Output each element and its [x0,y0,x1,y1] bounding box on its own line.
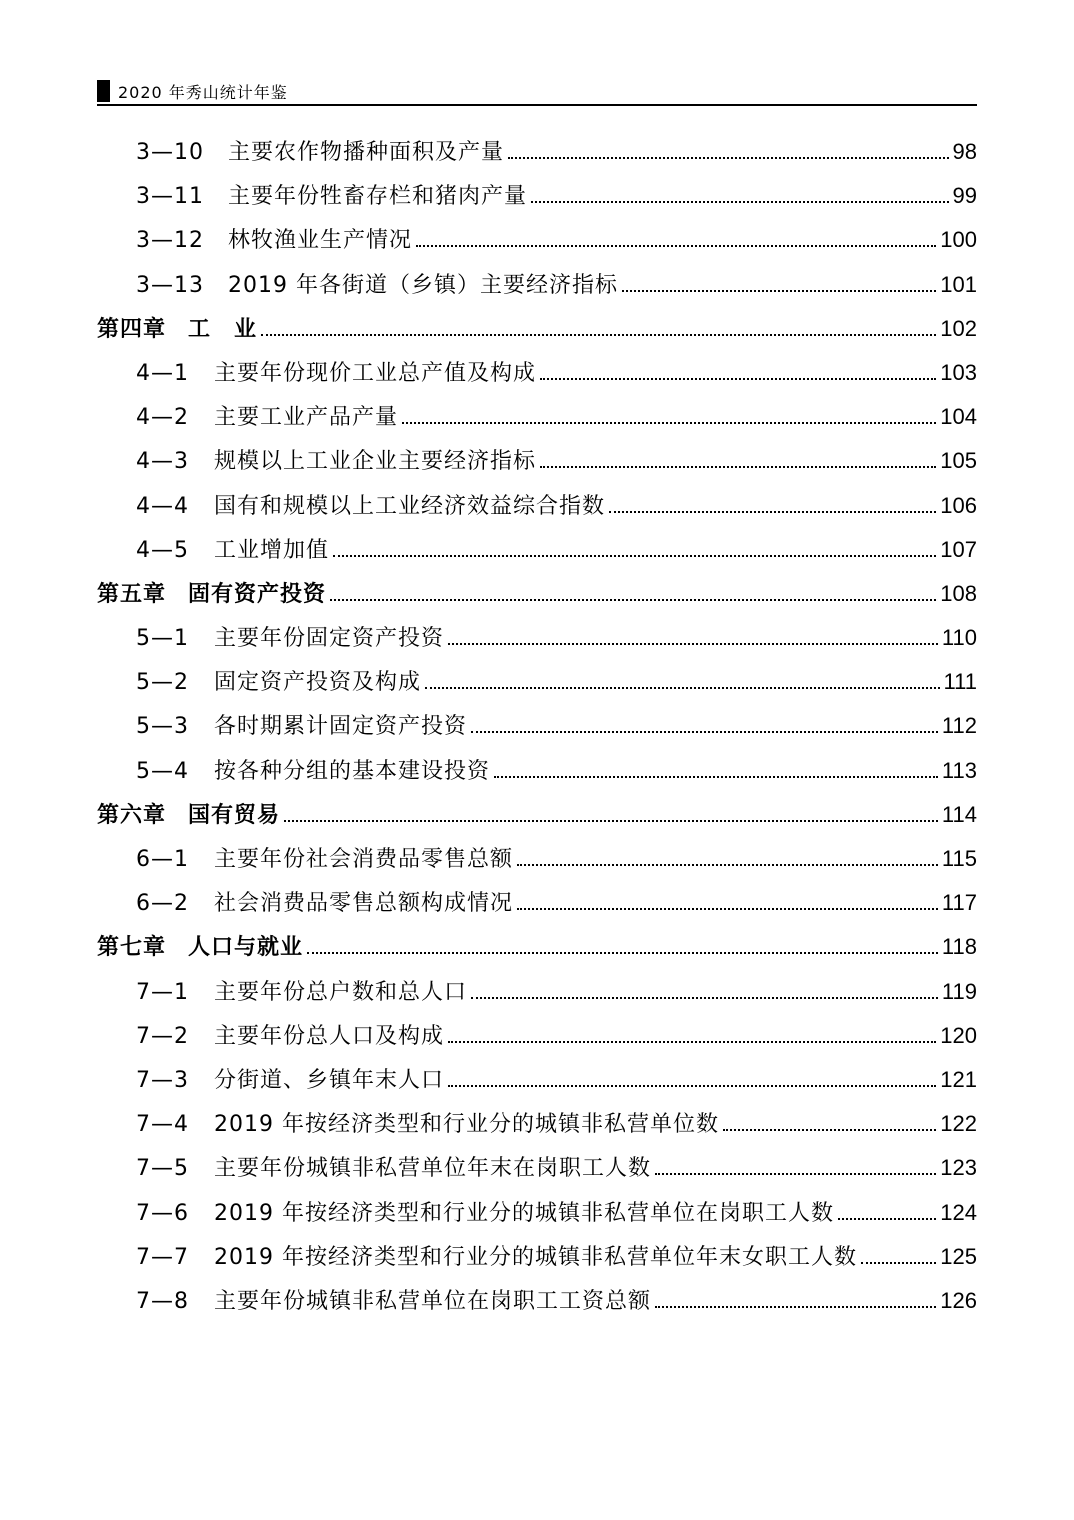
toc-entry-title: 人口与就业 [188,934,304,961]
toc-entry-page: 121 [940,1066,977,1092]
toc-entry[interactable] [97,1151,977,1195]
toc-entry-page: 126 [940,1287,977,1313]
toc-entry-page: 117 [941,890,977,916]
dot-leader [540,378,936,380]
toc-entry-title: 2019 年各街道（乡镇）主要经济指标 [228,272,618,298]
toc-entry-title: 工 业 [188,315,258,342]
toc-entry[interactable] [97,1019,977,1063]
toc-entry[interactable] [97,1284,977,1328]
toc-entry-title: 林牧渔业生产情况 [228,228,413,254]
page-header [97,78,977,106]
toc-entry[interactable] [97,1063,977,1107]
toc-entry-number: 第五章 [97,580,167,607]
toc-entry-title: 主要年份总人口及构成 [214,1023,445,1049]
dot-leader [655,1173,936,1175]
toc-entry[interactable] [97,268,977,312]
toc-entry-title: 2019 年按经济类型和行业分的城镇非私营单位在岗职工人数 [214,1200,834,1226]
dot-leader [330,599,936,601]
toc-entry-title: 2019 年按经济类型和行业分的城镇非私营单位数 [214,1112,719,1138]
toc-entry[interactable] [97,179,977,223]
toc-entry-page: 103 [940,359,977,385]
toc-entry-title: 工业增加值 [214,537,330,563]
toc-entry-title: 主要年份固定资产投资 [214,626,445,652]
dot-leader [838,1218,936,1220]
toc-entry-page: 102 [940,315,977,341]
toc-entry-page: 120 [940,1022,977,1048]
dot-leader [448,1085,936,1087]
toc-entry-number: 5—4 [136,758,189,784]
toc-entry-title: 主要年份牲畜存栏和猪肉产量 [228,184,528,210]
dot-leader [517,908,938,910]
toc-entry-page: 99 [952,183,977,209]
dot-leader [416,245,936,247]
toc-chapter-entry[interactable] [97,312,977,356]
toc-entry-number: 7—7 [136,1244,189,1270]
toc-entry-page: 107 [940,536,977,562]
toc-entry[interactable] [97,444,977,488]
toc-entry-number: 5—2 [136,670,189,696]
toc-entry-title: 固有资产投资 [188,580,327,607]
toc-entry-title: 按各种分组的基本建设投资 [214,758,491,784]
toc-entry-page: 125 [940,1243,977,1269]
toc-entry-number: 4—2 [136,405,189,431]
dot-leader [517,864,938,866]
toc-entry-page: 119 [941,978,977,1004]
toc-entry-number: 6—1 [136,847,189,872]
dot-leader [655,1306,936,1308]
toc-entry-number: 第七章 [97,934,167,961]
toc-chapter-entry[interactable] [97,930,977,974]
dot-leader [508,157,949,159]
dot-leader [425,687,940,689]
toc-entry-number: 6—2 [136,891,189,917]
toc-entry-title: 国有和规模以上工业经济效益综合指数 [214,493,606,519]
toc-entry[interactable] [97,975,977,1019]
toc-chapter-entry[interactable] [97,798,977,842]
toc-entry[interactable] [97,223,977,267]
toc-entry-title: 主要年份现价工业总产值及构成 [214,360,537,386]
toc-entry-title: 分街道、乡镇年末人口 [214,1067,445,1093]
toc-entry-number: 4—5 [136,537,189,563]
toc-entry-page: 112 [941,713,977,739]
toc-entry[interactable] [97,754,977,798]
toc-entry-title: 国有贸易 [188,801,281,828]
toc-entry-number: 7—4 [136,1112,189,1138]
dot-leader [494,776,938,778]
dot-leader [307,952,938,954]
toc-entry-number: 第六章 [97,801,167,828]
toc-entry-number: 3—10 [136,140,204,165]
dot-leader [471,731,938,733]
dot-leader [723,1129,936,1131]
dot-leader [471,997,938,999]
toc-entry-page: 118 [941,934,977,960]
toc-chapter-entry[interactable] [97,577,977,621]
toc-entry-number: 3—11 [136,184,204,210]
dot-leader [861,1262,936,1264]
toc-entry[interactable] [97,356,977,400]
toc-entry-title: 规模以上工业企业主要经济指标 [214,449,537,475]
toc-entry-page: 105 [940,448,977,474]
dot-leader [448,643,938,645]
toc-entry[interactable] [97,1107,977,1151]
toc-entry-number: 5—3 [136,714,189,740]
toc-entry-page: 106 [940,492,977,518]
toc-entry-title: 社会消费品零售总额构成情况 [214,891,514,917]
toc-entry[interactable] [97,665,977,709]
toc-entry-title: 主要工业产品产量 [214,405,399,431]
toc-entry-page: 124 [940,1199,977,1225]
toc-entry-title: 主要年份城镇非私营单位年末在岗职工人数 [214,1156,652,1182]
toc-entry-title: 主要年份城镇非私营单位在岗职工工资总额 [214,1288,652,1314]
toc-entry-page: 101 [940,271,977,297]
dot-leader [622,290,936,292]
toc-entry-page: 122 [940,1111,977,1137]
dot-leader [540,466,936,468]
toc-entry[interactable] [97,135,977,179]
toc-entry-page: 108 [940,580,977,606]
toc-entry-page: 123 [940,1155,977,1181]
toc-entry-number: 7—8 [136,1288,189,1314]
toc-entry[interactable] [97,621,977,665]
toc-entry-number: 3—12 [136,228,204,254]
toc-entry-page: 115 [941,846,977,871]
toc-entry-page: 113 [941,757,977,783]
dot-leader [448,1041,936,1043]
toc-entry-number: 7—6 [136,1200,189,1226]
table-of-contents [97,135,977,1328]
toc-entry-number: 5—1 [136,626,189,652]
toc-entry-title: 2019 年按经济类型和行业分的城镇非私营单位年末女职工人数 [214,1244,857,1270]
dot-leader [531,201,949,203]
dot-leader [284,820,938,822]
toc-entry-number: 7—2 [136,1023,189,1049]
toc-entry[interactable] [97,533,977,577]
header-title: 2020 年秀山统计年鉴 [118,82,288,102]
dot-leader [333,555,936,557]
toc-entry-number: 4—4 [136,493,189,519]
toc-entry[interactable] [97,886,977,930]
toc-entry-page: 111 [943,669,977,695]
toc-entry-title: 主要年份总户数和总人口 [214,979,468,1005]
toc-entry-title: 主要农作物播种面积及产量 [228,140,505,165]
toc-entry[interactable] [97,842,977,886]
toc-entry-page: 110 [941,625,977,651]
toc-entry-title: 主要年份社会消费品零售总额 [214,847,514,872]
toc-entry[interactable] [97,1240,977,1284]
toc-entry-page: 114 [941,801,977,827]
toc-entry[interactable] [97,489,977,533]
toc-entry-number: 3—13 [136,272,204,298]
dot-leader [261,334,936,336]
toc-entry[interactable] [97,709,977,753]
dot-leader [402,422,936,424]
toc-entry-number: 7—5 [136,1156,189,1182]
toc-entry-number: 第四章 [97,315,167,342]
toc-entry-number: 7—3 [136,1067,189,1093]
header-marker [97,80,110,102]
toc-entry-page: 100 [940,227,977,253]
toc-entry-number: 4—3 [136,449,189,475]
dot-leader [609,511,936,513]
toc-entry-number: 7—1 [136,979,189,1005]
toc-entry-page: 104 [940,404,977,430]
toc-entry-page: 98 [952,139,977,164]
toc-entry-number: 4—1 [136,360,189,386]
toc-entry-title: 各时期累计固定资产投资 [214,714,468,740]
toc-entry[interactable] [97,1196,977,1240]
toc-entry[interactable] [97,400,977,444]
toc-entry-title: 固定资产投资及构成 [214,670,422,696]
